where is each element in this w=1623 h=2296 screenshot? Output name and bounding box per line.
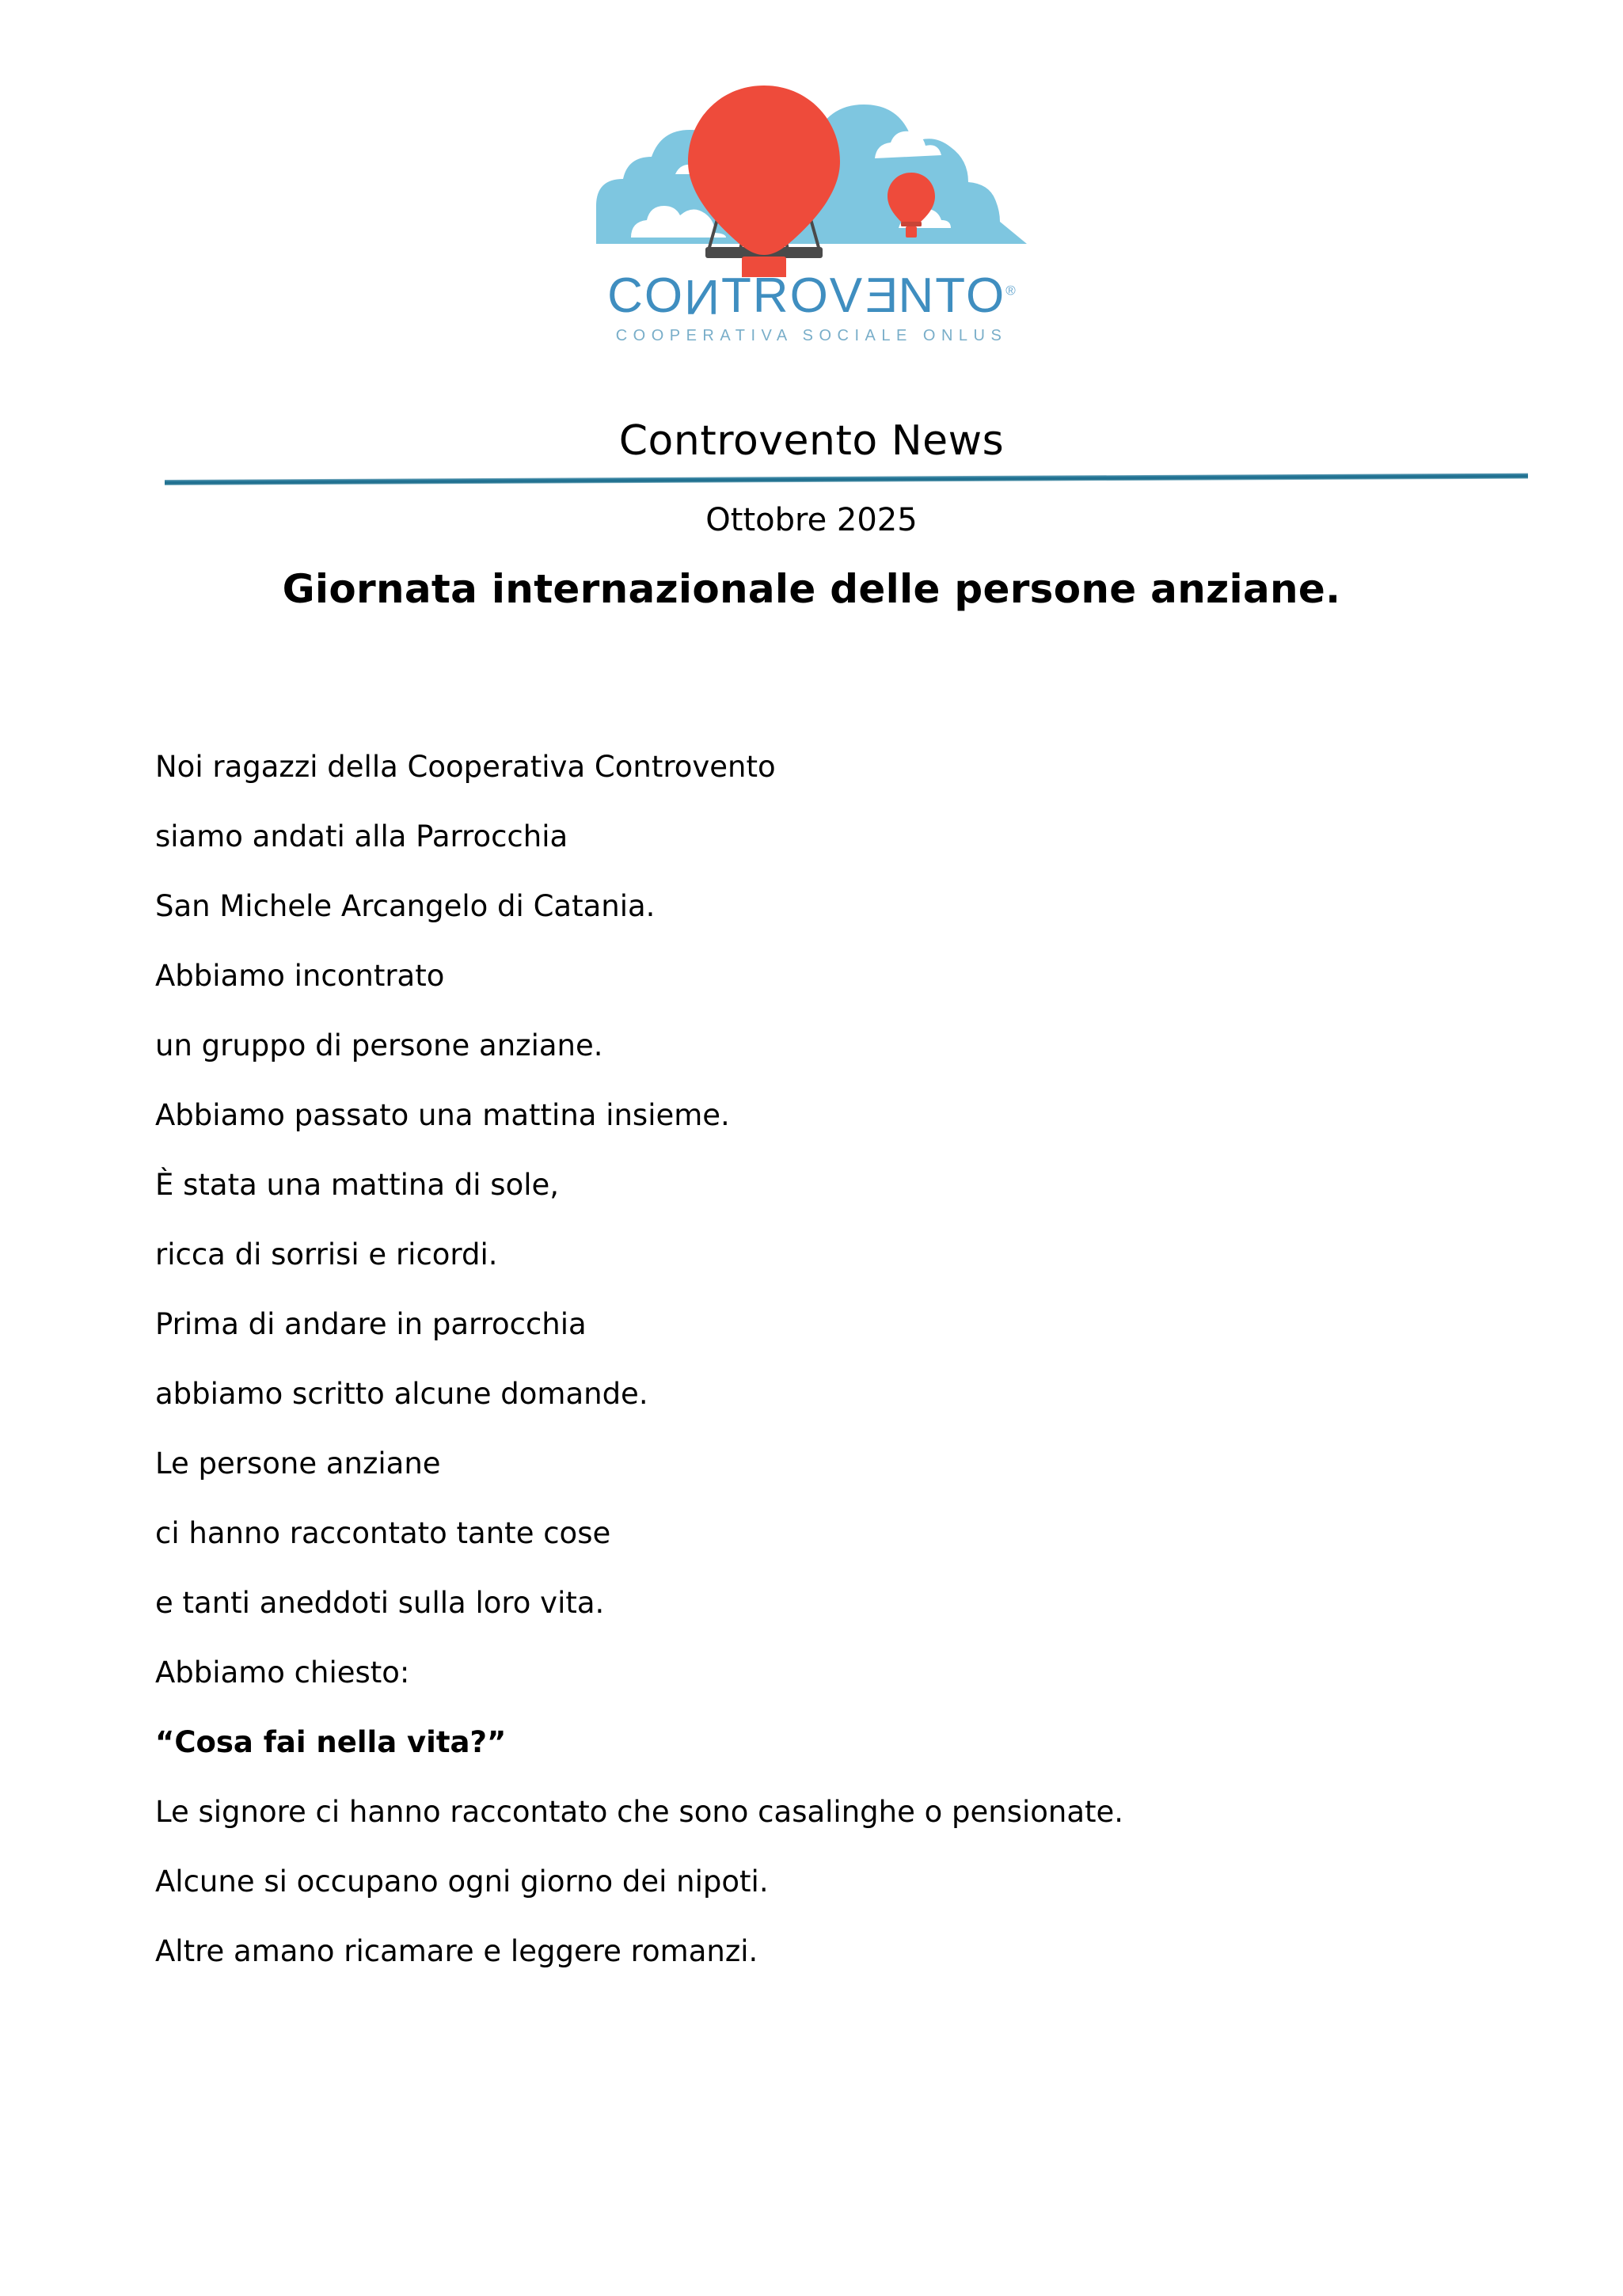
logo-artwork <box>590 79 1033 277</box>
wordmark-segment-trov: TROV <box>720 268 865 323</box>
article-line: È stata una mattina di sole, <box>155 1168 560 1202</box>
wordmark-segment-co: CO <box>607 268 685 323</box>
article-line: un gruppo di persone anziane. <box>155 1028 603 1062</box>
logo-wordmark <box>590 268 1033 344</box>
header-divider <box>165 473 1528 485</box>
article-line: Altre amano ricamare e leggere romanzi. <box>155 1934 758 1968</box>
article-line: ci hanno raccontato tante cose <box>155 1516 611 1550</box>
controvento-logo <box>590 79 1033 356</box>
article-line: Le persone anziane <box>155 1446 441 1481</box>
balloon-clouds-illustration <box>590 79 1033 277</box>
registered-trademark-icon: ® <box>1005 283 1016 298</box>
article-line-emphasis: “Cosa fai nella vita?” <box>155 1725 507 1759</box>
article-line: Abbiamo passato una mattina insieme. <box>155 1098 730 1132</box>
article-body <box>155 732 1501 1986</box>
logo-tagline: COOPERATIVA SOCIALE ONLUS <box>615 327 1008 344</box>
article-line: siamo andati alla Parrocchia <box>155 819 568 853</box>
article-line: San Michele Arcangelo di Catania. <box>155 889 656 923</box>
article-line: Le signore ci hanno raccontato che sono casalinghe o pensionate. <box>155 1795 1124 1829</box>
wordmark-flipped-n: N <box>684 269 721 324</box>
logo-wordmark-main <box>607 268 1016 324</box>
page-title: Controvento News <box>618 417 1005 465</box>
article-line: abbiamo scritto alcune domande. <box>155 1377 648 1411</box>
article-headline: Giornata internazionale delle persone anziane. <box>282 566 1341 612</box>
article-line: e tanti aneddoti sulla loro vita. <box>155 1586 605 1620</box>
article-line: Prima di andare in parrocchia <box>155 1307 587 1341</box>
issue-date: Ottobre 2025 <box>705 502 918 538</box>
article-line: Noi ragazzi della Cooperativa Controvento <box>155 750 776 784</box>
article-line: ricca di sorrisi e ricordi. <box>155 1237 498 1272</box>
article-line: Alcune si occupano ogni giorno dei nipoti. <box>155 1865 769 1899</box>
wordmark-flipped-e: E <box>864 268 899 323</box>
article-line: Abbiamo chiesto: <box>155 1655 410 1690</box>
wordmark-segment-nto: NTO <box>898 268 1006 323</box>
article-line: Abbiamo incontrato <box>155 959 445 993</box>
